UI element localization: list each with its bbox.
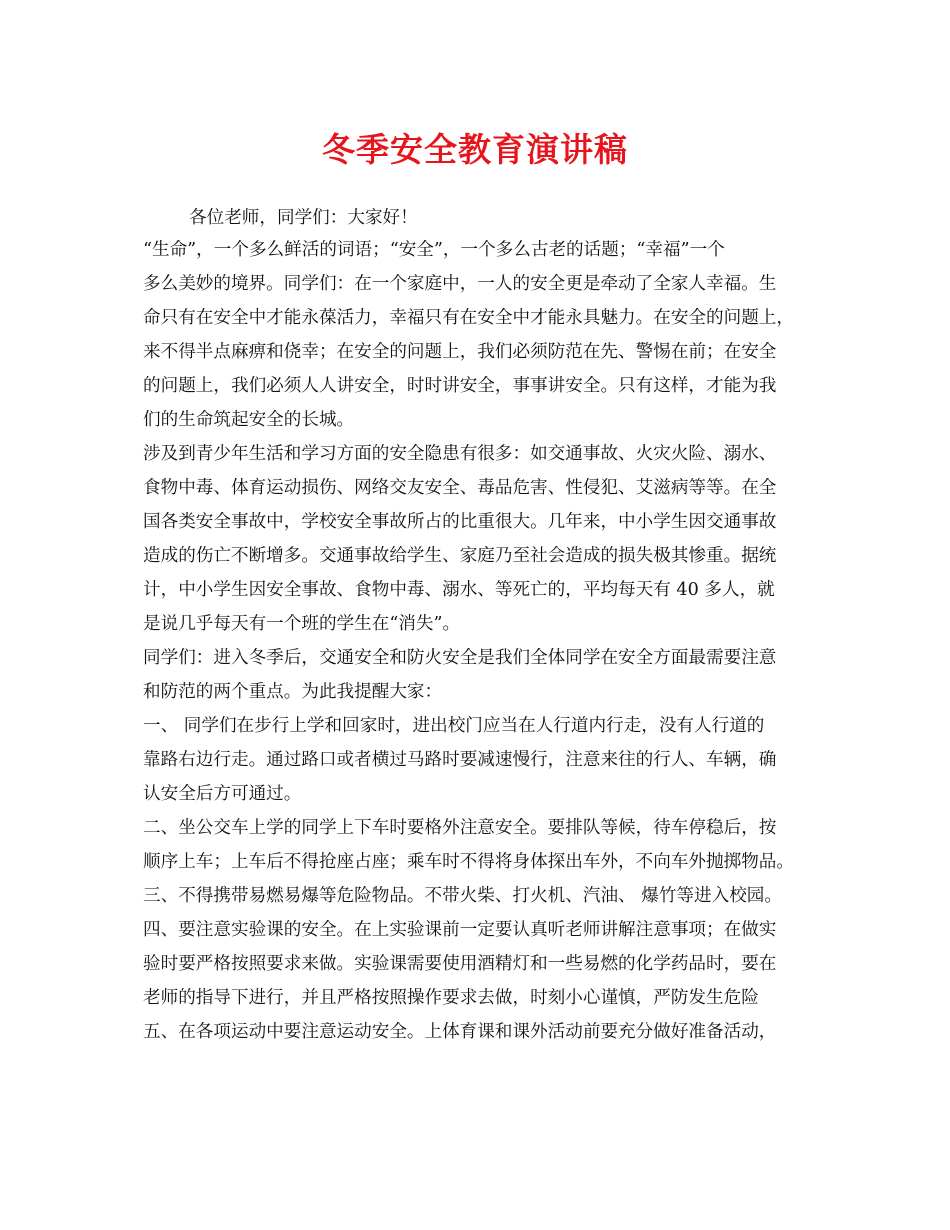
list-item-1-line: 靠路右边行走。通过路口或者横过马路时要减速慢行，注意来往的行人、车辆，确 [143,750,777,770]
body-line: 命只有在安全中才能永葆活力，幸福只有在安全中才能永具魅力。在安全的问题上， [143,308,794,328]
body-line: 们的生命筑起安全的长城。 [143,410,355,430]
list-item-2-line: 二、坐公交车上学的同学上下车时要格外注意安全。要排队等候，待车停稳后，按 [143,818,777,838]
body-line: 同学们：进入冬季后，交通安全和防火安全是我们全体同学在安全方面最需要注意 [143,648,777,668]
list-item-4-line: 老师的指导下进行，并且严格按照操作要求去做，时刻小心谨慎，严防发生危险 [143,988,759,1008]
list-item-4-line: 验时要严格按照要求来做。实验课需要使用酒精灯和一些易燃的化学药品时，要在 [143,954,777,974]
body-line: 造成的伤亡不断增多。交通事故给学生、家庭乃至社会造成的损失极其惨重。据统 [143,546,777,566]
list-item-4-line: 四、要注意实验课的安全。在上实验课前一定要认真听老师讲解注意事项；在做实 [143,920,777,940]
list-item-1-line: 认安全后方可通过。 [143,784,302,804]
body-line: 国各类安全事故中，学校安全事故所占的比重很大。几年来，中小学生因交通事故 [143,512,777,532]
body-line: “生命”，一个多么鲜活的词语；“安全”，一个多么古老的话题；“幸福”一个 [143,240,725,260]
document-title: 冬季安全教育演讲稿 [322,130,628,169]
body-line: 和防范的两个重点。为此我提醒大家： [143,682,443,702]
body-line: 的问题上，我们必须人人讲安全，时时讲安全，事事讲安全。只有这样，才能为我 [143,376,777,396]
list-item-2-line: 顺序上车；上车后不得抢座占座；乘车时不得将身体探出车外，不向车外抛掷物品。 [143,852,794,872]
body-line: 涉及到青少年生活和学习方面的安全隐患有很多：如交通事故、火灾火险、溺水、 [143,444,777,464]
list-item-3-line: 三、不得携带易燃易爆等危险物品。不带火柴、打火机、汽油、 爆竹等进入校园。 [143,886,782,906]
document-body [143,203,811,1049]
body-line: 多么美妙的境界。同学们：在一个家庭中，一人的安全更是牵动了全家人幸福。生 [143,274,777,294]
body-line: 计，中小学生因安全事故、食物中毒、溺水、等死亡的，平均每天有 40 多人，就 [143,580,775,600]
list-item-1-line: 一、 同学们在步行上学和回家时，进出校门应当在人行道内行走，没有人行道的 [143,716,765,736]
body-line: 是说几乎每天有一个班的学生在“消失”。 [143,614,461,634]
greeting-line: 各位老师，同学们：大家好！ [189,208,418,228]
body-line: 食物中毒、体育运动损伤、网络交友安全、毒品危害、性侵犯、艾滋病等等。在全 [143,478,777,498]
list-item-5-line: 五、在各项运动中要注意运动安全。上体育课和课外活动前要充分做好准备活动， [143,1022,777,1042]
body-line: 来不得半点麻痹和侥幸；在安全的问题上，我们必须防范在先、警惕在前；在安全 [143,342,777,362]
